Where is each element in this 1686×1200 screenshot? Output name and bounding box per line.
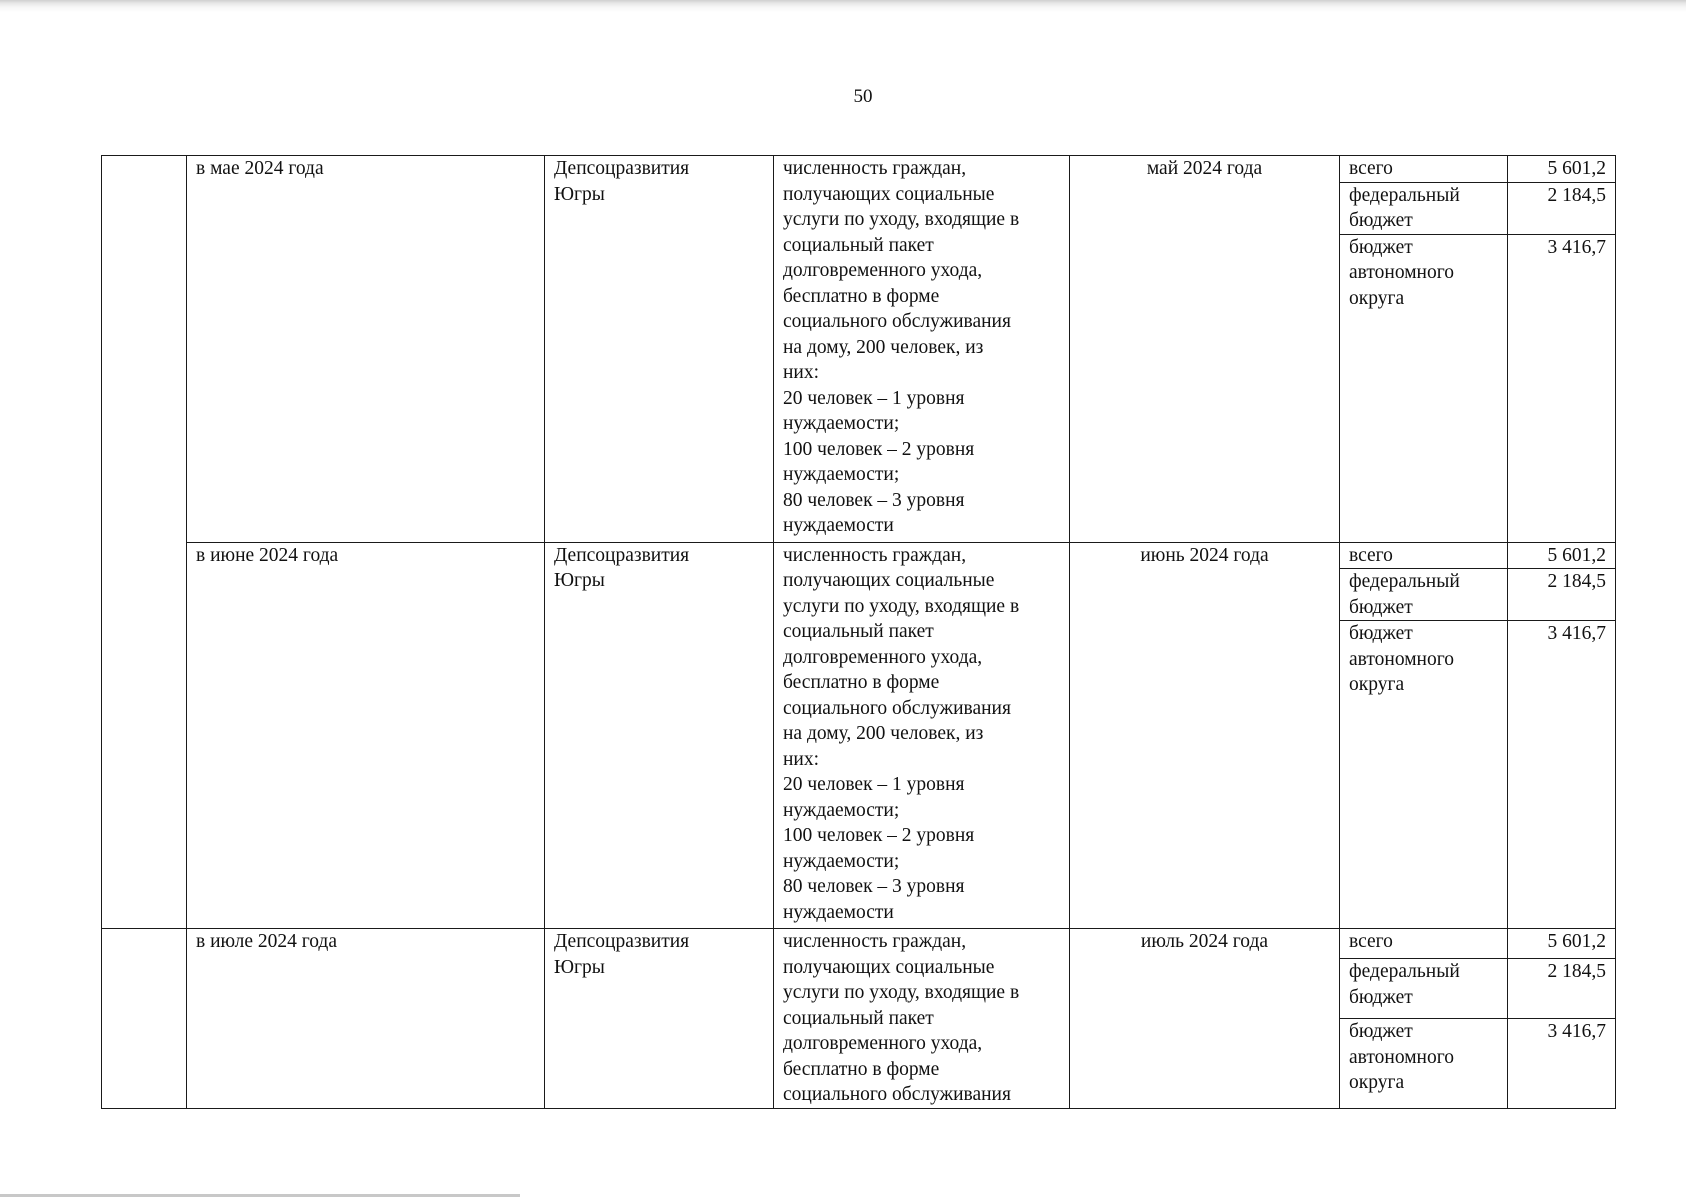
funding-source-cell: федеральный бюджет [1340, 959, 1508, 1019]
funding-value-cell: 3 416,7 [1508, 621, 1616, 929]
funding-source-cell: бюджет автономного округа [1340, 621, 1508, 929]
blank-cell [102, 156, 187, 929]
indicator-cell: численность граждан, получающих социальные услуги по уходу, входящие в социальный пакет долговременного ухода, бесплатно в форме социального обслуживания на дому, 200 человек, из них: 20 человек – 1 уровня нуждаемости; 100 человек – 2 уровня нуждаемости; 80 человек – 3 уровня нуждаемости [774, 542, 1070, 929]
plan-table [101, 155, 1616, 1109]
responsible-cell: Депсоцразвития Югры [545, 929, 774, 1109]
responsible-cell: Депсоцразвития Югры [545, 156, 774, 543]
period-cell: в мае 2024 года [187, 156, 545, 543]
date-cell: май 2024 года [1070, 156, 1340, 543]
funding-value-cell: 2 184,5 [1508, 569, 1616, 621]
funding-source-cell: федеральный бюджет [1340, 569, 1508, 621]
funding-source-cell: всего [1340, 929, 1508, 959]
funding-value-cell: 5 601,2 [1508, 156, 1616, 183]
funding-source-cell: бюджет автономного округа [1340, 234, 1508, 542]
table-row [102, 156, 1616, 183]
funding-value-cell: 3 416,7 [1508, 1019, 1616, 1108]
scan-edge-top [0, 0, 1686, 12]
table-row [102, 929, 1616, 959]
indicator-cell: численность граждан, получающих социальные услуги по уходу, входящие в социальный пакет долговременного ухода, бесплатно в форме социального обслуживания [774, 929, 1070, 1109]
funding-source-cell: всего [1340, 542, 1508, 569]
date-cell: июль 2024 года [1070, 929, 1340, 1109]
scan-edge-bottom [0, 1194, 520, 1197]
page-number: 50 [853, 86, 873, 107]
funding-value-cell: 2 184,5 [1508, 959, 1616, 1019]
funding-source-cell: всего [1340, 156, 1508, 183]
funding-value-cell: 2 184,5 [1508, 182, 1616, 234]
blank-cell [102, 929, 187, 1109]
date-cell: июнь 2024 года [1070, 542, 1340, 929]
funding-value-cell: 5 601,2 [1508, 542, 1616, 569]
funding-source-cell: бюджет автономного округа [1340, 1019, 1508, 1108]
responsible-cell: Депсоцразвития Югры [545, 542, 774, 929]
funding-source-cell: федеральный бюджет [1340, 182, 1508, 234]
period-cell: в июле 2024 года [187, 929, 545, 1109]
period-cell: в июне 2024 года [187, 542, 545, 929]
indicator-cell: численность граждан, получающих социальные услуги по уходу, входящие в социальный пакет долговременного ухода, бесплатно в форме социального обслуживания на дому, 200 человек, из них: 20 человек – 1 уровня нуждаемости; 100 человек – 2 уровня нуждаемости; 80 человек – 3 уровня нуждаемости [774, 156, 1070, 543]
funding-value-cell: 5 601,2 [1508, 929, 1616, 959]
funding-value-cell: 3 416,7 [1508, 234, 1616, 542]
table-row [102, 542, 1616, 569]
